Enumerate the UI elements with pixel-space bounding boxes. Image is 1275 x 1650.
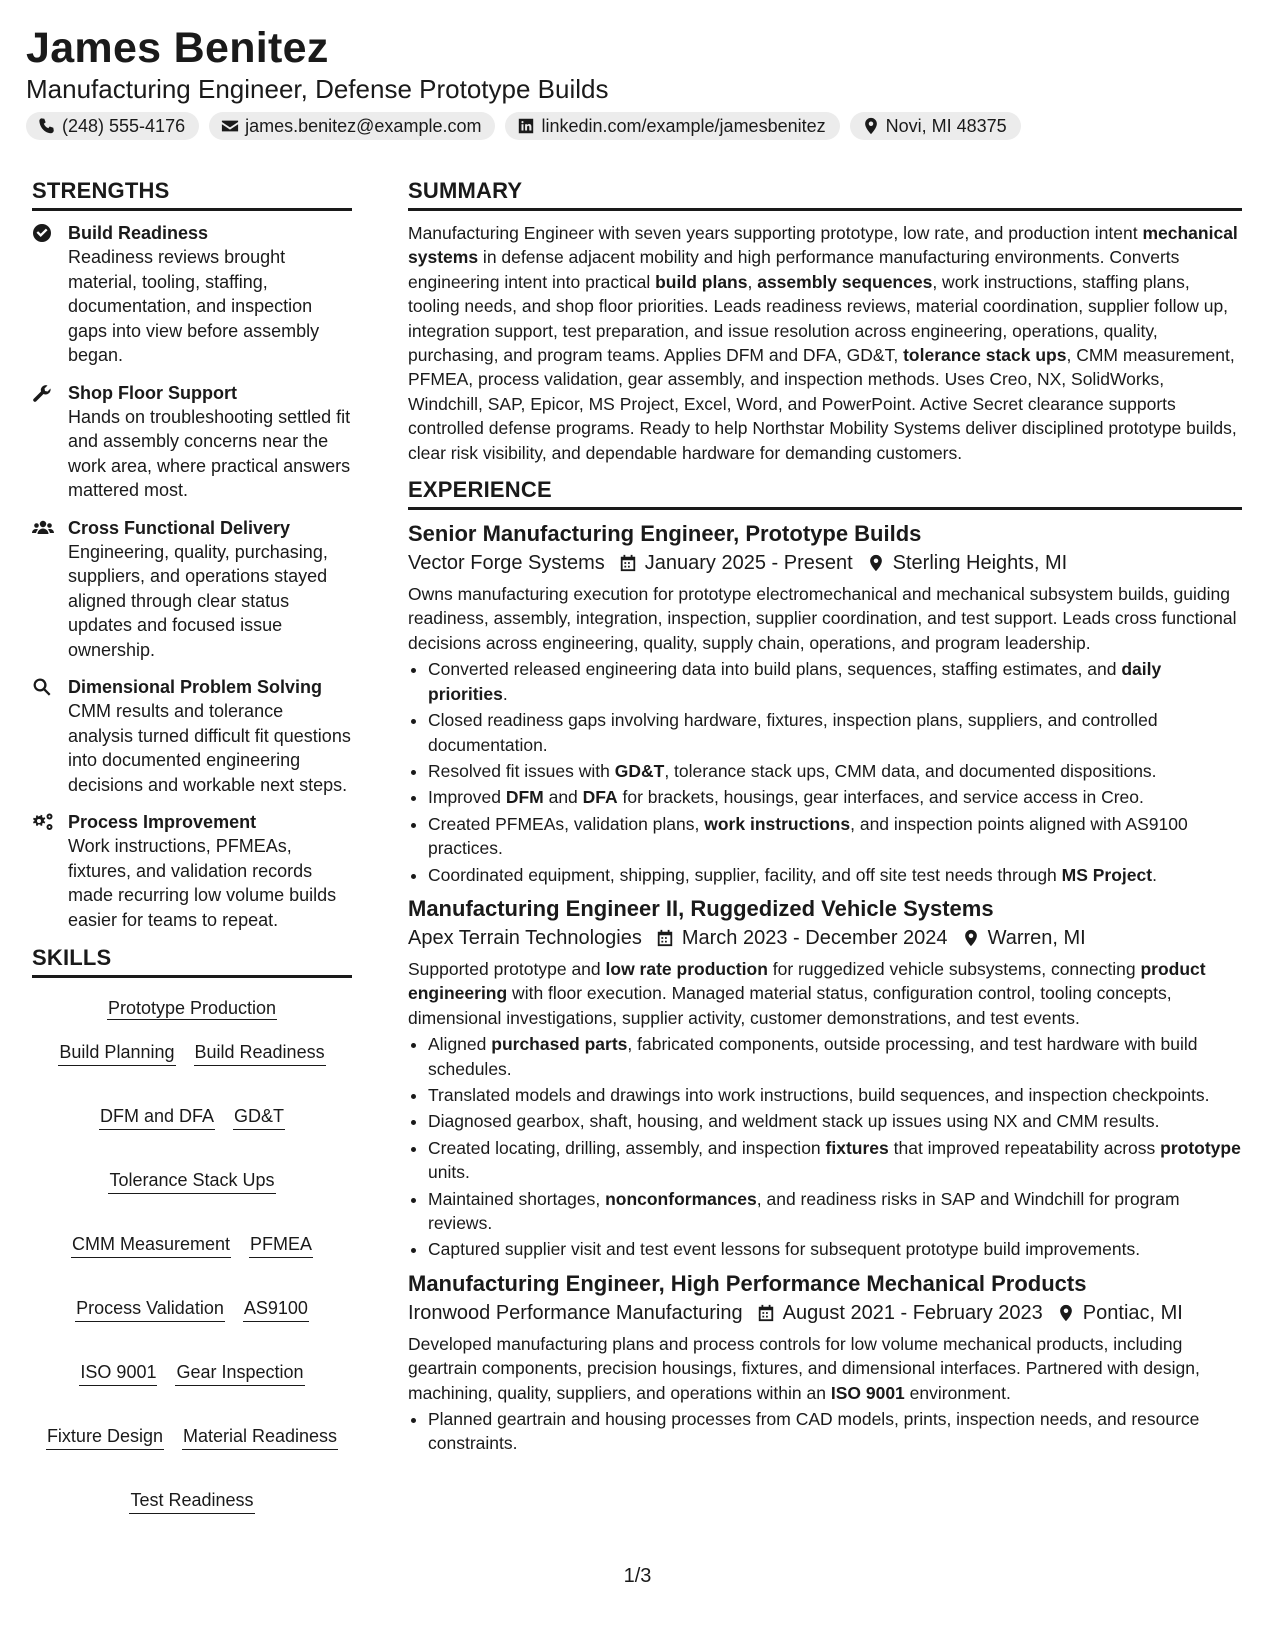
job-title: Senior Manufacturing Engineer, Prototype Builds bbox=[408, 521, 922, 547]
skill-tag: Build Planning bbox=[58, 1040, 175, 1066]
contact-location bbox=[850, 112, 1021, 140]
strength-desc: Readiness reviews brought material, tooling, staffing, documentation, and inspection gaps into view before assembly began. bbox=[68, 247, 320, 365]
page-number: 1/3 bbox=[623, 1565, 652, 1587]
calendar-icon bbox=[757, 1304, 775, 1322]
strengths-heading: STRENGTHS bbox=[32, 178, 352, 211]
candidate-title: Manufacturing Engineer, Defense Prototype Builds bbox=[26, 74, 609, 104]
strength-desc: Engineering, quality, purchasing, suppliers, and operations stayed aligned through clear status updates and focused issue ownership. bbox=[68, 541, 328, 660]
skill-tag: Fixture Design bbox=[46, 1424, 164, 1450]
list-item: • Captured supplier visit and test event lessons for subsequent prototype build improvements. bbox=[428, 1237, 1242, 1261]
job-entry bbox=[408, 520, 1242, 887]
strength-title: Build Readiness bbox=[68, 223, 209, 243]
contact-email-text: james.benitez@example.com bbox=[245, 115, 482, 136]
strength-item bbox=[32, 675, 352, 797]
strength-title: Process Improvement bbox=[68, 812, 257, 832]
skills-list bbox=[32, 988, 352, 1514]
strength-desc: Work instructions, PFMEAs, fixtures, and validation records made recurring low volume builds easier for teams to repeat. bbox=[68, 836, 337, 930]
job-meta bbox=[408, 1298, 1242, 1328]
list-item: • Created PFMEAs, validation plans, work instructions, and inspection points aligned with AS9100 practices. bbox=[428, 812, 1242, 861]
job-bullets bbox=[408, 1407, 1242, 1456]
job-description: Supported prototype and low rate production for ruggedized vehicle subsystems, connecting product engineering with floor execution. Managed material status, configuration control, tooling concepts, dimensional investigations, supplier activity, customer demonstrations, and test events. bbox=[408, 958, 1206, 1028]
skill-tag: Tolerance Stack Ups bbox=[108, 1168, 275, 1194]
list-item: • Coordinated equipment, shipping, supplier, facility, and off site test needs through MS Project. bbox=[428, 863, 1242, 887]
map-pin-icon bbox=[867, 554, 885, 572]
skill-tag: GD&T bbox=[233, 1104, 285, 1130]
job-company: Apex Terrain Technologies bbox=[408, 926, 642, 949]
list-item: • Converted released engineering data into build plans, sequences, staffing estimates, and daily priorities. bbox=[428, 657, 1242, 706]
skill-tag: Test Readiness bbox=[129, 1488, 254, 1514]
gears-icon bbox=[32, 812, 54, 832]
strength-desc: Hands on troubleshooting settled fit and assembly concerns near the work area, where practical answers mattered most. bbox=[68, 406, 351, 500]
resume-header bbox=[26, 22, 1249, 140]
contact-phone-text: (248) 555-4176 bbox=[62, 115, 186, 136]
job-title: Manufacturing Engineer II, Ruggedized Vehicle Systems bbox=[408, 895, 994, 921]
strength-title: Dimensional Problem Solving bbox=[68, 677, 323, 697]
contact-phone[interactable] bbox=[26, 112, 199, 140]
job-bullets bbox=[408, 657, 1242, 887]
strength-title: Cross Functional Delivery bbox=[68, 517, 291, 538]
phone-icon bbox=[38, 117, 56, 135]
job-dates: January 2025 - Present bbox=[644, 552, 853, 575]
linkedin-icon bbox=[517, 117, 535, 135]
map-pin-icon bbox=[1057, 1304, 1075, 1322]
job-location: Sterling Heights, MI bbox=[892, 552, 1068, 575]
job-dates: March 2023 - December 2024 bbox=[681, 926, 948, 949]
skill-tag: Gear Inspection bbox=[175, 1360, 304, 1386]
search-icon bbox=[32, 677, 52, 697]
list-item: • Planned geartrain and housing processes from CAD models, prints, inspection needs, and resource constraints. bbox=[428, 1407, 1242, 1456]
job-company: Ironwood Performance Manufacturing bbox=[408, 1301, 743, 1324]
job-location: Warren, MI bbox=[987, 926, 1086, 949]
contact-bar bbox=[26, 112, 1249, 140]
check-circle-icon bbox=[32, 223, 52, 243]
strength-title: Shop Floor Support bbox=[68, 382, 237, 403]
list-item: • Aligned purchased parts, fabricated components, outside processing, and test hardware with build schedules. bbox=[428, 1032, 1242, 1081]
skills-heading: SKILLS bbox=[32, 945, 352, 978]
job-location: Pontiac, MI bbox=[1082, 1301, 1183, 1324]
wrench-icon bbox=[32, 383, 52, 403]
strength-item bbox=[32, 381, 352, 503]
list-item: • Diagnosed gearbox, shaft, housing, and weldment stack up issues using NX and CMM results. bbox=[428, 1109, 1242, 1133]
job-description: Owns manufacturing execution for prototype electromechanical and mechanical subsystem builds, guiding readiness, assembly, integration, inspection, supplier coordination, and test support. Leads cross functional decisions across engineering, quality, supply chain, operations, and program leadership. bbox=[408, 584, 1237, 653]
right-column bbox=[408, 178, 1242, 1464]
job-title: Manufacturing Engineer, High Performance Mechanical Products bbox=[408, 1270, 1087, 1296]
job-description: Developed manufacturing plans and process controls for low volume mechanical products, including geartrain components, precision housings, fixtures, and dimensional interfaces. Partnered with design, machining, quality, suppliers, and operations within an ISO 9001 environment. bbox=[408, 1333, 1200, 1403]
contact-linkedin[interactable] bbox=[505, 112, 839, 140]
skill-tag: Build Readiness bbox=[194, 1040, 326, 1066]
list-item: • Created locating, drilling, assembly, and inspection fixtures that improved repeatability across prototype units. bbox=[428, 1136, 1242, 1185]
contact-linkedin-text: linkedin.com/example/jamesbenitez bbox=[541, 115, 826, 136]
strength-item bbox=[32, 810, 352, 932]
list-item: • Maintained shortages, nonconformances, and readiness risks in SAP and Windchill for program reviews. bbox=[428, 1187, 1242, 1236]
skill-tag: Process Validation bbox=[75, 1296, 225, 1322]
skill-tag: AS9100 bbox=[243, 1296, 309, 1322]
strength-item bbox=[32, 221, 352, 368]
list-item: • Improved DFM and DFA for brackets, housings, gear interfaces, and service access in Creo. bbox=[428, 785, 1242, 809]
skill-tag: Prototype Production bbox=[107, 998, 277, 1018]
map-pin-icon bbox=[862, 117, 880, 135]
skill-tag: Material Readiness bbox=[182, 1424, 338, 1450]
job-meta bbox=[408, 923, 1242, 953]
experience-heading: EXPERIENCE bbox=[408, 477, 1242, 510]
summary-text: Manufacturing Engineer with seven years supporting prototype, low rate, and production intent mechanical systems in defense adjacent mobility and high performance manufacturing environments. Converts engineering intent into practical build plans, assembly sequences, work instructions, staffing plans, tooling needs, and shop floor priorities. Leads readiness reviews, material coordination, supplier follow up, integration support, test preparation, and issue resolution across engineering, operations, quality, purchasing, and program teams. Applies DFM and DFA, GD&T, tolerance stack ups, CMM measurement, PFMEA, process validation, gear assembly, and inspection methods. Uses Creo, NX, SolidWorks, Windchill, SAP, Epicor, MS Project, Excel, Word, and PowerPoint. Active Secret clearance supports controlled defense programs. Ready to help Northstar Mobility Systems deliver disciplined prototype builds, clear risk visibility, and dependable hardware for demanding customers. bbox=[408, 223, 1238, 463]
users-icon bbox=[32, 518, 54, 538]
skill-tag: PFMEA bbox=[249, 1232, 313, 1258]
job-entry bbox=[408, 1270, 1242, 1456]
calendar-icon bbox=[619, 554, 637, 572]
list-item: • Closed readiness gaps involving hardware, fixtures, inspection plans, suppliers, and controlled documentation. bbox=[428, 708, 1242, 757]
summary-heading: SUMMARY bbox=[408, 178, 1242, 211]
job-entry bbox=[408, 895, 1242, 1262]
map-pin-icon bbox=[962, 929, 980, 947]
skill-tag: CMM Measurement bbox=[71, 1232, 231, 1258]
job-bullets bbox=[408, 1032, 1242, 1262]
job-dates: August 2021 - February 2023 bbox=[782, 1301, 1043, 1324]
contact-email[interactable] bbox=[209, 112, 495, 140]
list-item: • Translated models and drawings into work instructions, build sequences, and inspection checkpoints. bbox=[428, 1083, 1242, 1107]
skill-tag: ISO 9001 bbox=[79, 1360, 157, 1386]
candidate-name: James Benitez bbox=[26, 24, 329, 72]
left-column bbox=[32, 178, 352, 1514]
strength-item bbox=[32, 516, 352, 663]
skill-tag: DFM and DFA bbox=[99, 1104, 215, 1130]
job-company: Vector Forge Systems bbox=[408, 552, 605, 575]
job-meta bbox=[408, 548, 1242, 578]
calendar-icon bbox=[656, 929, 674, 947]
strength-desc: CMM results and tolerance analysis turned difficult fit questions into documented engineering decisions and workable next steps. bbox=[68, 701, 351, 795]
list-item: • Resolved fit issues with GD&T, tolerance stack ups, CMM data, and documented dispositions. bbox=[428, 759, 1242, 783]
contact-location-text: Novi, MI 48375 bbox=[885, 115, 1007, 136]
envelope-icon bbox=[221, 117, 239, 135]
